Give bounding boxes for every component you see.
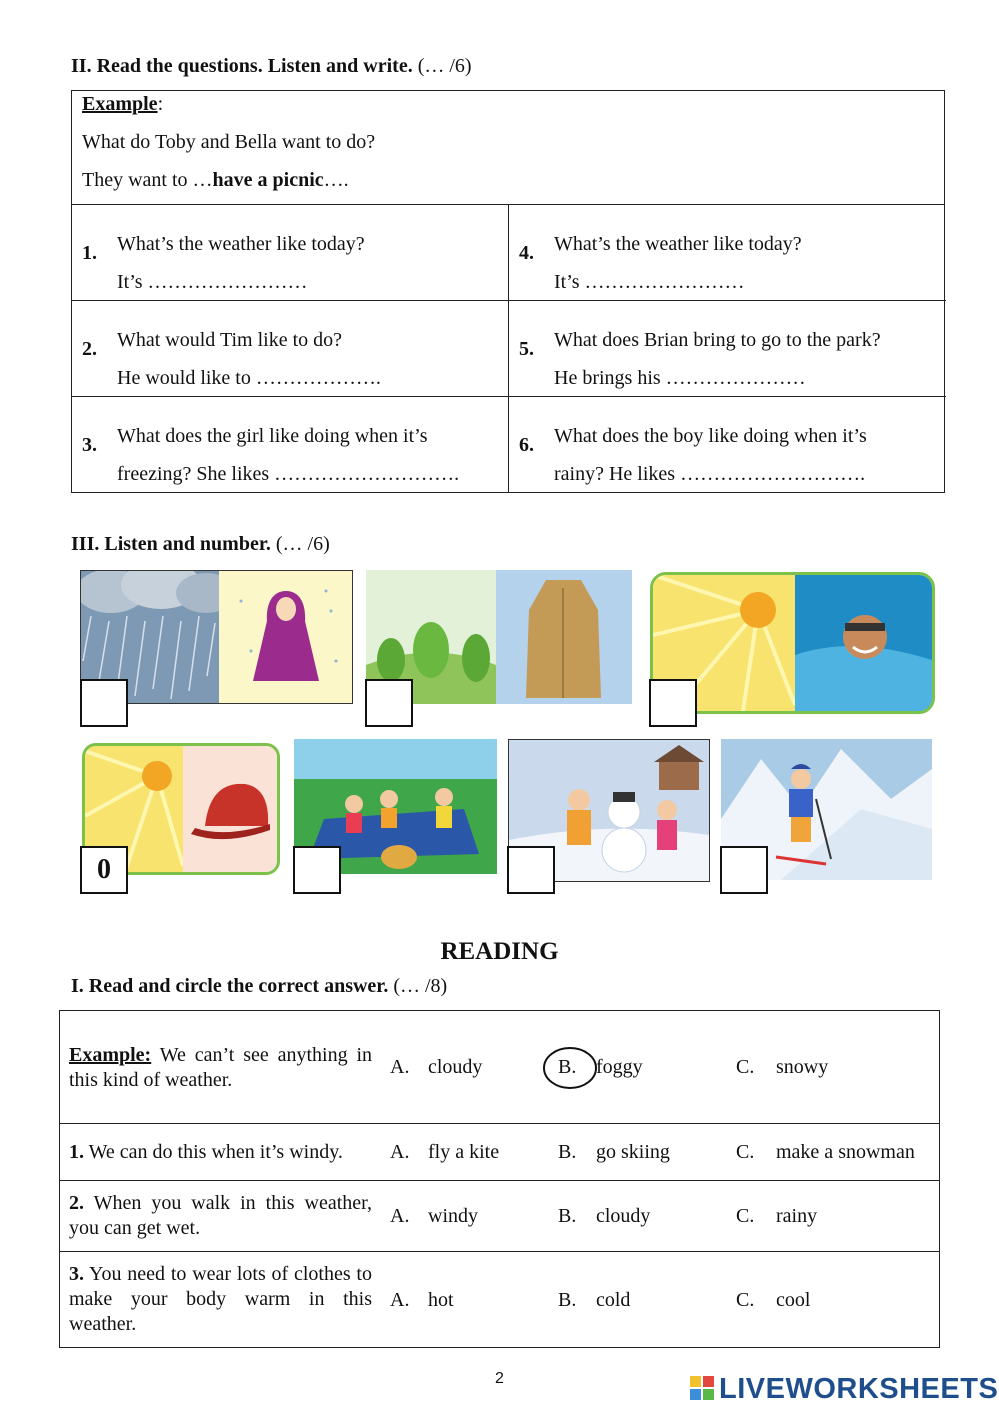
- option-b[interactable]: B. cloudy: [558, 1205, 651, 1227]
- answer-blank[interactable]: It’s ……………………: [554, 271, 745, 293]
- answer-blank[interactable]: He brings his …………………: [554, 367, 806, 389]
- number-box[interactable]: [80, 679, 128, 727]
- option-a[interactable]: A. fly a kite: [390, 1141, 500, 1163]
- page-number: 2: [495, 1370, 504, 1387]
- answer-blank[interactable]: He would like to ……………….: [117, 367, 381, 389]
- question-cell: 5. What does Brian bring to go to the park? He brings his …………………: [509, 301, 946, 397]
- liveworksheets-brand: LIVEWORKSHEETS: [719, 1372, 999, 1405]
- reading-example-row: Example: We can’t see anything in this kind of weather. A. cloudy B. foggy C. snowy: [60, 1011, 939, 1124]
- reading-answer-table: [59, 1010, 940, 1348]
- option-c[interactable]: C. make a snowman: [736, 1141, 915, 1163]
- answer-blank[interactable]: rainy? He likes ……………………….: [554, 463, 866, 485]
- example-answer: They want to …have a picnic….: [82, 169, 349, 191]
- question-cell: 4. What’s the weather like today? It’s ……………………: [509, 205, 946, 301]
- section-2-heading: II. Read the questions. Listen and write. (… /6): [71, 55, 472, 77]
- option-c[interactable]: C. rainy: [736, 1205, 818, 1227]
- number-box[interactable]: [720, 846, 768, 894]
- reading-question-row: 2. When you walk in this weather, you can get wet. A. windy B. cloudy C. rainy: [60, 1181, 939, 1252]
- number-box-example[interactable]: 0: [80, 846, 128, 894]
- reading-question-row: 3. You need to wear lots of clothes to make your body warm in this weather. A. hot B. cold C. cool: [69, 1263, 811, 1335]
- example-label-line: Example:: [82, 93, 164, 115]
- liveworksheets-logo-icon: [690, 1376, 716, 1402]
- option-c[interactable]: C. cool: [736, 1289, 811, 1311]
- questions-grid: [71, 204, 945, 493]
- option-a[interactable]: A. cloudy: [390, 1056, 483, 1078]
- option-b-circled[interactable]: B. foggy: [558, 1056, 576, 1079]
- option-a[interactable]: A. hot: [390, 1289, 454, 1311]
- answer-circle: [542, 1046, 598, 1090]
- number-box[interactable]: [507, 846, 555, 894]
- example-box: [71, 90, 945, 205]
- reading-title: READING: [440, 938, 559, 965]
- option-b[interactable]: B. go skiing: [558, 1141, 670, 1163]
- liveworksheets-logo[interactable]: [690, 1372, 998, 1406]
- option-a[interactable]: A. windy: [390, 1205, 478, 1227]
- section-3-heading: III. Listen and number. (… /6): [71, 533, 330, 555]
- option-b[interactable]: B. cold: [558, 1289, 631, 1311]
- question-cell: 2. What would Tim like to do? He would like to ……………….: [72, 301, 509, 397]
- number-box[interactable]: [649, 679, 697, 727]
- reading-section-1-heading: I. Read and circle the correct answer. (… /8): [71, 975, 448, 997]
- example-question: What do Toby and Bella want to do?: [82, 131, 376, 153]
- number-box[interactable]: [365, 679, 413, 727]
- number-box[interactable]: [293, 846, 341, 894]
- question-cell: 1. What’s the weather like today? It’s ……………………: [72, 205, 509, 301]
- answer-blank[interactable]: freezing? She likes ……………………….: [117, 463, 460, 485]
- question-cell: 3. What does the girl like doing when it’s freezing? She likes ……………………….: [72, 397, 509, 492]
- answer-blank[interactable]: It’s ……………………: [117, 271, 308, 293]
- reading-question-row: 1. We can do this when it’s windy. A. fly a kite B. go skiing C. make a snowman: [60, 1124, 939, 1181]
- question-cell: 6. What does the boy like doing when it’s rainy? He likes ……………………….: [509, 397, 946, 492]
- option-c[interactable]: C. snowy: [736, 1056, 829, 1078]
